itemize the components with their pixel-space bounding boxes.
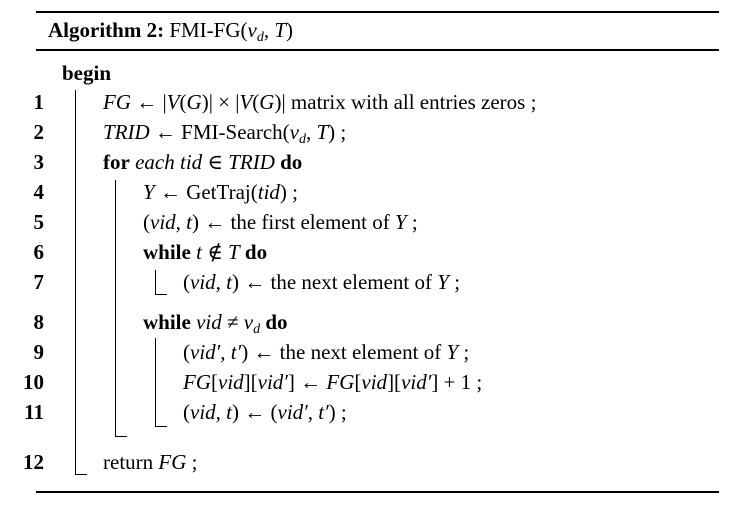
- algorithm-title: [48, 16, 293, 52]
- algorithm-param1-sub: d: [256, 30, 264, 45]
- line-number: 5: [33, 210, 44, 234]
- line-5-c: ) ← the first element of: [192, 210, 395, 234]
- line-7-d: Y: [437, 270, 449, 294]
- line-5-b: vid, t: [150, 210, 192, 234]
- while2-block-end: [155, 426, 167, 427]
- line-11-d: vid′, t′: [277, 400, 329, 424]
- line-9-b: vid′, t′: [190, 340, 242, 364]
- line-2-f: ) ;: [328, 120, 347, 144]
- line-2-b: ← FMI-Search(: [149, 120, 290, 144]
- line-10-g: FG: [326, 370, 355, 394]
- line-8-c: v: [243, 310, 254, 334]
- line-8-b: ≠: [221, 310, 244, 334]
- line-number: 2: [33, 120, 44, 144]
- line-12: [103, 449, 198, 475]
- line-1-f: )| × |: [201, 90, 240, 114]
- line-number: 3: [33, 150, 44, 174]
- line-4-d: ) ;: [279, 180, 298, 204]
- line-7: [183, 269, 460, 295]
- while2-block-line: [155, 338, 156, 426]
- line-8-a: vid: [190, 310, 222, 334]
- line-1-c: V: [166, 90, 180, 114]
- while1-block-end: [155, 294, 167, 295]
- begin-block-end: [75, 474, 87, 475]
- line-12-a: return: [103, 450, 159, 474]
- algorithm-name: FMI-FG(: [169, 18, 248, 42]
- top-rule: [36, 11, 719, 13]
- algorithm-close: ): [286, 18, 294, 42]
- line-number: 11: [24, 400, 44, 424]
- line-10-f: ] ←: [287, 370, 327, 394]
- line-number: 9: [33, 340, 44, 364]
- line-10-b: [: [211, 370, 218, 394]
- line-4-a: Y: [143, 180, 155, 204]
- while1-block-line: [155, 270, 156, 294]
- line-10: [183, 369, 482, 395]
- line-number: 7: [33, 270, 44, 294]
- begin-block-line: [75, 90, 76, 474]
- line-7-b: vid, t: [190, 270, 232, 294]
- line-1-h: (: [252, 90, 260, 114]
- line-10-e: vid′: [257, 370, 288, 394]
- line-8-keyword-while: while: [143, 310, 191, 334]
- line-1-a: FG: [103, 90, 131, 114]
- for-block-line: [115, 180, 116, 436]
- line-10-c: vid: [218, 370, 244, 394]
- line-11-c: ) ← (: [232, 400, 278, 424]
- algorithm-param-sep: ,: [263, 18, 275, 42]
- algorithm-param2: T: [274, 18, 287, 42]
- line-9-c: ) ← the next element of: [241, 340, 447, 364]
- line-10-d: ][: [243, 370, 258, 394]
- line-10-h: [: [354, 370, 362, 394]
- line-number: 10: [23, 370, 44, 394]
- line-9: [183, 339, 469, 365]
- line-2: [103, 119, 346, 153]
- line-6-b: ∉: [201, 240, 228, 264]
- line-3-keyword-do: do: [274, 150, 303, 174]
- algorithm-label: Algorithm 2:: [48, 18, 165, 42]
- line-1: [103, 89, 536, 115]
- line-9-d: Y: [446, 340, 459, 364]
- line-2-c: v: [289, 120, 299, 144]
- line-10-k: vid′: [401, 370, 432, 394]
- line-6-keyword-while: while: [143, 240, 191, 264]
- line-4-b: ← GetTraj(: [154, 180, 258, 204]
- line-4: [143, 179, 298, 205]
- line-3-a: each: [129, 150, 180, 174]
- line-2-e: T: [316, 120, 329, 144]
- line-8: [143, 309, 288, 343]
- line-10-l: ] + 1 ;: [431, 370, 483, 394]
- line-number: 6: [33, 240, 44, 264]
- line-1-j: )| matrix with all entries zeros ;: [274, 90, 537, 114]
- line-number: 8: [33, 310, 44, 334]
- line-11-b: vid, t: [190, 400, 232, 424]
- line-9-a: (: [183, 340, 190, 364]
- line-number: 4: [33, 180, 44, 204]
- line-2-a: TRID: [103, 120, 150, 144]
- begin-keyword: begin: [62, 61, 112, 85]
- line-3: [103, 149, 302, 175]
- line-10-j: ][: [387, 370, 402, 394]
- line-1-e: G: [186, 90, 202, 114]
- line-11-a: (: [183, 400, 190, 424]
- line-6: [143, 239, 267, 265]
- line-1-g: V: [239, 90, 253, 114]
- line-5-e: ;: [406, 210, 418, 234]
- bottom-rule: [36, 491, 719, 493]
- line-3-keyword-for: for: [103, 150, 130, 174]
- line-1-b: ← |: [131, 90, 167, 114]
- line-11-e: ) ;: [328, 400, 347, 424]
- algorithm-param1: v: [247, 18, 257, 42]
- line-number: 12: [23, 450, 44, 474]
- line-6-a: t: [190, 240, 202, 264]
- line-8-keyword-do: do: [260, 310, 288, 334]
- line-5-d: Y: [394, 210, 407, 234]
- line-6-c: T: [227, 240, 240, 264]
- line-10-i: vid: [361, 370, 388, 394]
- for-block-end: [115, 436, 127, 437]
- line-5-a: (: [143, 210, 150, 234]
- line-3-d: TRID: [228, 150, 275, 174]
- line-10-a: FG: [183, 370, 211, 394]
- line-9-e: ;: [458, 340, 470, 364]
- line-7-a: (: [183, 270, 190, 294]
- line-4-c: tid: [257, 180, 280, 204]
- line-number: 1: [33, 90, 44, 114]
- line-7-e: ;: [448, 270, 461, 294]
- line-3-c: ∈: [202, 150, 229, 174]
- line-5: [143, 209, 418, 235]
- line-2-d: ,: [305, 120, 317, 144]
- line-12-b: FG: [158, 450, 187, 474]
- line-3-b: tid: [179, 150, 203, 174]
- line-12-c: ;: [186, 450, 198, 474]
- line-8-c-sub: d: [253, 322, 261, 337]
- line-2-c-sub: d: [298, 132, 306, 147]
- line-11: [183, 399, 347, 425]
- line-1-d: (: [179, 90, 187, 114]
- line-7-c: ) ← the next element of: [232, 270, 438, 294]
- line-6-keyword-do: do: [239, 240, 268, 264]
- line-1-i: G: [259, 90, 275, 114]
